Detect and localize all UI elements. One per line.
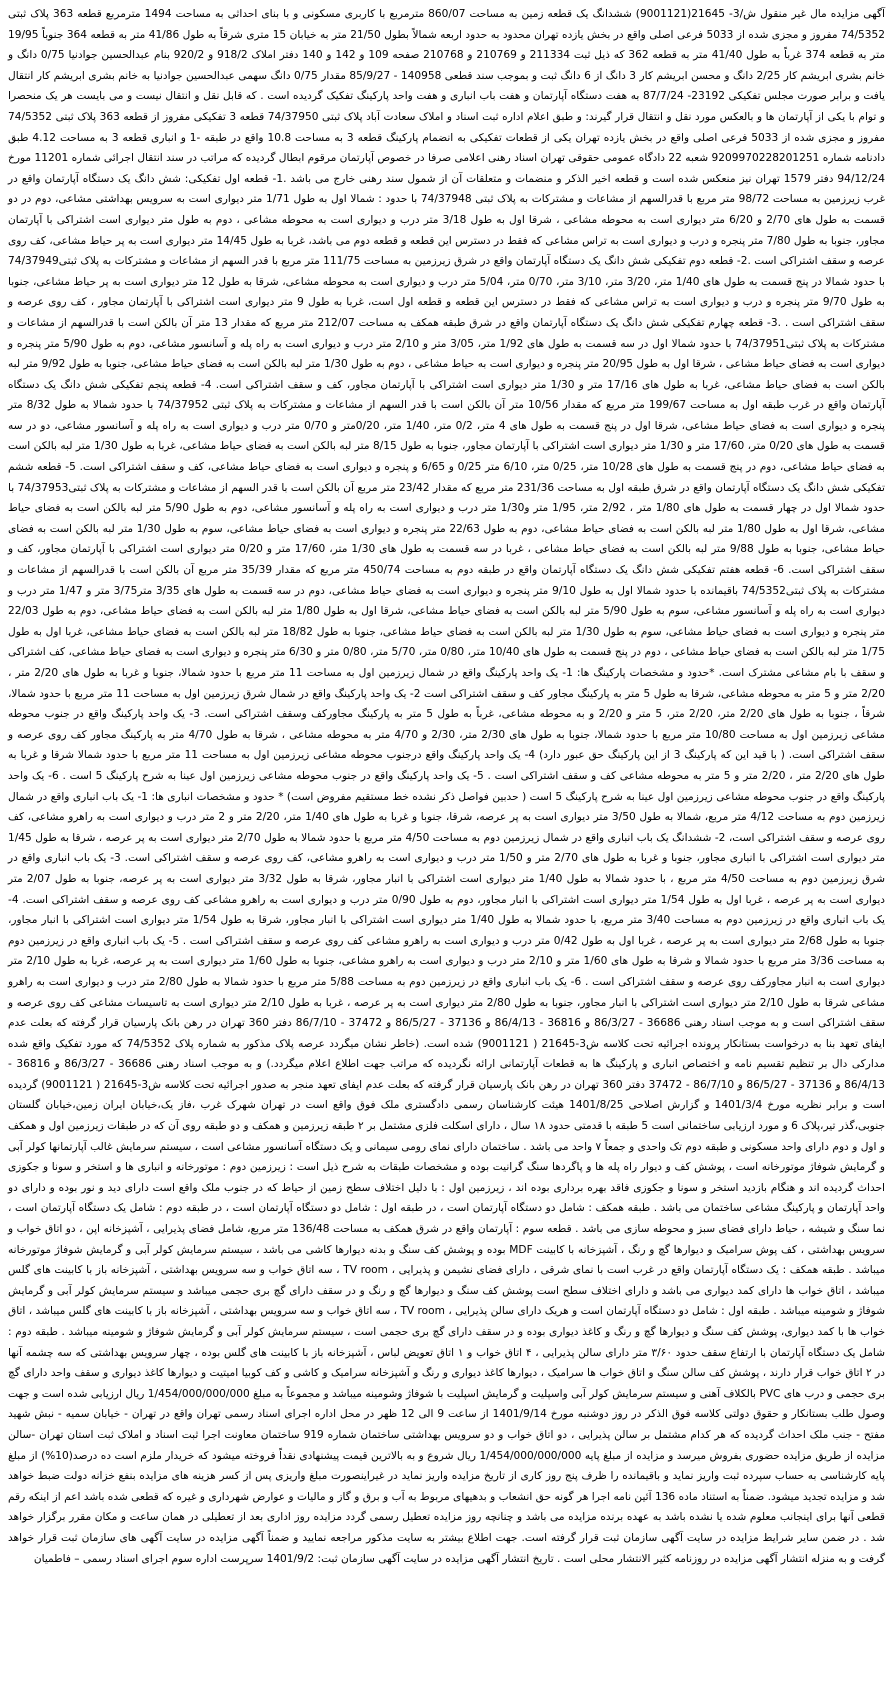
notice-body: آگهی مزایده مال غیر منقول ش/3- 21645(9001121) ششدانگ یک قطعه زمین به مساحت 860/07 مترمربع با کاربری مسکونی و با بنای احداثی به مساحت 1494 مترمربع قطعه 363 پلاک ثبتی 74/5352 مفروز و مجزی شده از 5033 فرعی اصلی واقع در بخش یازده تهران محدود به حدود اربعه شمالاً بطول 21/50 متر به خیابان 15 متری شرقاً به طول 41/86 متر به قطعه 364 جنوباً 19/95 متر به قطعه 374 غرباً به طول 41/40 متر به قطعه 362 که ذیل ثبت 211334 و 210769 و 210768 صفحه 109 و 142 و 140 دفتر املاک 918/2 و 920/2 بنام عبدالحسین جوادنیا 0/75 دانگ و خانم بشری ابریشم کار 2/25 دانگ و محسن ابریشم کار 3 دانگ از 6 دانگ ثبت و بموجب سند قطعی 140958 - 85/9/27 مقدار 0/75 دانگ سهمی عبدالحسین جوادنیا به خانم بشری ابریشم کار انتقال یافت و برابر صورت مجلس تفکیکی 23192- 87/7/24 به هفت دستگاه آپارتمان و هفت باب انباری و هفت واحد پارکینگ تفکیک گردیده است . که قابل نقل و انتقال نیست و می بایست هر یک منحصرا و توام با یکی از آپارتمان ها و بالعکس مورد نقل و انتقال قرار گیرند: و طبق اعلام اداره ثبت اسناد و املاک سعادت آباد پلاک ثبتی 74/37950 قطعه 3 تفکیکی مفروز از قطعه 363 پلاک ثبتی 74/5352 مفروز و مجزی شده از 5033 فرعی اصلی واقع در بخش یازده تهران یکی از قطعات تفکیکی به انضمام پارکینگ قطعه 3 به مساحت 10.8 واقع در طبقه -1 و انباری قطعه 3 به مساحت 4.12 طبق دادنامه شماره 9209970228201251 شعبه 22 دادگاه عمومی حقوقی تهران اسناد رهنی اعلامی صرفا در خصوص آپارتمان مرقوم ابطال گردیده که مراتب در سند انتقال اجرائی شماره 11201 مورخ 94/12/24 دفتر 1579 تهران نیز منعکس شده است و قطعه اخیر الذکر و منضمات و متعلقات آن از شمول سند رهنی خارج می باشد .1- قطعه اول تفکیکی: شش دانگ یک دستگاه آپارتمان واقع در غرب زیرزمین به مساحت 98/72 متر مربع با قدرالسهم از مشاعات و مشترکات به پلاک ثبتی 74/37948 با حدود : شمالا اول به طول 1/71 متر دیواری است به سرویس بهداشتی مشاعی، دوم در دو قسمت به طول های 2/70 و 6/20 متر دیواری است به محوطه مشاعی ، شرقا اول به طول 3/18 متر درب و دیواری است به محوطه مشاعی ، دوم به طول متر دیواری است اشتراکی با آپارتمان مجاور، جنوبا به طول 7/80 متر پنجره و درب و دیواری است به تراس مشاعی که فقط در دسترس این قطعه و قطعه دوم می باشد، غربا به طول 14/45 متر دیواری است به پر حیاط مشاعی، کف روی عرصه و سقف اشتراکی است .2- قطعه دوم تفکیکی شش دانگ یک دستگاه آپارتمان واقع در شرق زیرزمین به مساحت 111/75 متر مربع با قدر السهم از مشاعات و مشترکات به پلاک ثبتی74/37949 با حدود شمالا در پنج قسمت به طول های 1/40 متر، 3/20 متر، 3/10 متر، 0/70 متر، 5/04 متر درب و دیواری است به محوطه مشاعی، شرقا به طول 12 متر دیواری است به پر حیاط مشاعی، جنوبا به طول 9/70 متر پنجره و درب و دیواری است به تراس مشاعی که فقط در دسترس این قطعه و قطعه اول است، غربا به طول 9 متر دیواری است اشتراکی با آپارتمان مجاور ، کف روی عرصه و سقف اشتراکی است . .3- قطعه چهارم تفکیکی شش دانگ یک دستگاه آپارتمان واقع در شرق طبقه همکف به مساحت 212/07 متر مربع که مقدار 13 متر آن بالکن است با قدرالسهم از مشاعات و مشترکات به پلاک ثبتی74/37951 با حدود شمالا اول در سه قسمت به طول های 1/92 متر، 3/05 متر و 2/10 متر درب و دیواری است به راه پله و آسانسور مشاعی، دوم به طول 5/90 متر پنجره و دیواری است به فضای حیاط مشاعی ، شرقا اول به طول 20/95 متر پنجره و دیواری است به حیاط مشاعی ، دوم به طول 1/30 متر لبه بالکن است به فضای حیاط مشاعی، جنوبا به طول 9/92 متر لبه بالکن است به فضای حیاط مشاعی، غربا به طول های 17/16 متر و 1/30 متر دیواری است اشتراکی با آپارتمان مجاور، کف و سقف اشتراکی است. 4- قطعه پنجم تفکیکی شش دانگ یک دستگاه آپارتمان واقع در غرب طبقه اول به مساحت 199/67 متر مربع که مقدار 10/56 متر آن بالکن است با قدر السهم از مشاعات و مشترکات به پلاک ثبتی 74/37952 با حدود شمالا به طول 8/32 متر پنجره و دیواری است به فضای حیاط مشاعی، شرقا اول در پنج قسمت به طول های 4 متر، 0/2 متر، 1/40 متر، 0/20متر و 0/70 متر درب و دیواری است به راه پله و آسانسور مشاعی، دو در سه قسمت به طول های 0/20 متر، 17/60 متر و 1/30 متر دیواری است اشتراکی با آپارتمان مجاور، جنوبا به طول 8/15 متر لبه بالکن است به فضای حیاط مشاعی، غربا به طول 1/30 متر لبه بالکن است به فضای حیاط مشاعی، دوم در پنج قسمت به طول های 10/28 متر، 0/25 متر، 6/10 متر 0/25 و 6/65 و پنجره و دیواری است به فضای حیاط مشاعی، کف و سقف اشتراکی است. 5- قطعه ششم تفکیکی شش دانگ یک دستگاه آپارتمان واقع در شرق طبقه اول به مساحت 231/36 متر مربع که مقدار 23/42 متر مربع آن بالکن است با قدر السهم از مشاعات و مشترکات به پلاک ثبتی74/37953 با حدود شمالا اول در چهار قسمت به طول های 1/80 متر ، 2/92 متر، 1/95 متر و1/30 متر درب و دیواری است به راه پله و آسانسور مشاعی، دوم به طول 5/90 متر لبه بالکن است به فضای حیاط مشاعی، شرقا اول به طول 1/80 متر لبه بالکن است به فضای حیاط مشاعی، دوم به طول 22/63 متر پنجره و دیواری است به فضای حیاط مشاعی، سوم به طول 1/30 متر لبه بالکن است به فضای حیاط مشاعی، جنوبا به طول 9/88 متر لبه بالکن است به فضای حیاط مشاعی ، غربا در سه قسمت به طول های 1/30 متر، 17/60 متر و 0/20 متر دیواری است اشتراکی با آپارتمان مجاور، کف و سقف اشتراکی است. 6- قطعه هفتم تفکیکی شش دانگ یک دستگاه آپارتمان واقع در طبقه دوم به مساحت 450/74 متر مربع که مقدار 35/39 متر مربع آن بالکن است با قدرالسهم از مشاعات و مشترکات به پلاک ثبتی74/5352 باقیمانده با حدود شمالا اول به طول 9/10 متر پنجره و دیواری است به فضای حیاط مشاعی، دوم در سه قسمت به طول های 3/35 متر3/75 متر و 1/47 متر درب و دیواری است به راه پله و آسانسور مشاعی، سوم به طول 5/90 متر لبه بالکن است به فضای حیاط مشاعی، شرقا اول به طول 1/80 متر لبه بالکن است به فضای حیاط مشاعی، دوم به طول 22/03 متر پنجره و دیواری است به فضای حیاط مشاعی، سوم به طول 1/30 متر لبه بالکن است به فضای حیاط مشاعی، جنوبا به طول 18/82 متر لبه بالکن است به فضای حیاط مشاعی، غربا اول به طول 1/75 متر لبه بالکن است به فضای حیاط مشاعی ، دوم در پنج قسمت به طول های 10/40 متر، 0/80 متر، 5/70 متر، 0/80 متر و 6/30 متر پنجره و دیواری است به فضای حیاط مشاعی، کف اشتراکی و سقف با بام مشاعی مشترک است. *حدود و مشخصات پارکینگ ها: 1- یک واحد پارکینگ واقع در شمال زیرزمین اول به مساحت 11 متر مربع با حدود شمالا، جنوبا و غربا به طول های 2/20 متر ، 2/20 متر و 5 متر به محوطه مشاعی، شرقا به طول 5 متر به پارکینگ مجاور کف و سقف اشتراکی است 2- یک واحد پارکینگ واقع در شمال شرق زیرزمین اول به مساحت 11 متر مربع با حدود شمالا، شرقاً ، جنوبا به طول های 2/20 متر، 2/20 متر، 5 متر و 2/20 و به محوطه مشاعی، غرباً به طول 5 متر به پارکینگ مجاورکف وسقف اشتراکی است. 3- یک واحد پارکینگ واقع در جنوب محوطه مشاعی زیرزمین اول به مساحت 10/80 متر مربع با حدود شمالا، جنوبا به طول های 2/30 متر، 2/30 و 4/70 متر به محوطه مشاعی ، شرقا به طول 4/70 متر به پارکینگ مجاور کف روی عرصه و سقف اشتراکی است. ( با قید این که پارکینگ 3 از این پارکینگ حق عبور دارد) 4- یک واحد پارکینگ واقع درجنوب محوطه مشاعی زیرزمین اول به مساحت 11 متر مربع با حدود شمالا شرقا و غربا به طول های 2/20 متر ، 2/20 متر و 5 متر به محوطه مشاعی کف و سقف اشتراکی است . 5- یک واحد پارکینگ واقع در جنوب محوطه مشاعی زیرزمین اول عینا به شرح پارکینگ 5 است . 6- یک واحد پارکینگ واقع در جنوب محوطه مشاعی زیرزمین اول عینا به شرح پارکینگ 5 است ( حدبین فواصل ذکر نشده خط مستقیم مفروض است) * حدود و مشخصات انباری ها: 1- یک باب انباری واقع در شمال زیرزمین دوم به مساحت 4/12 متر مربع، شمالا به طول 3/50 متر دیواری است به پر عرصه، شرقا، جنوبا و غربا به طول های 1/40 متر، 2/20 متر و 2 متر درب و دیواری است به راهرو مشاعی، کف روی عرصه و سقف اشتراکی است، 2- ششدانگ یک باب انباری واقع در شمال زیرزمین دوم به مساحت 4/50 متر مربع با حدود شمالا به طول 2/70 متر دیواری است به پر عرصه ، شرقا به طول 1/45 متر دیواری است اشتراکی با انباری مجاور، جنوبا و غربا به طول های 2/70 متر و 1/50 متر درب و دیواری است به راهرو مشاعی، کف روی عرصه و سقف اشتراکی است. 3- یک باب انباری واقع در شرق زیرزمین دوم به مساحت 4/50 متر مربع ، با حدود شمالا به طول 1/40 متر دیواری است اشتراکی با انبار مجاور، شرقا به طول 3/32 متر دیواری است به پر عرصه، جنوبا به طول 2/07 متر دیواری است به پر عرصه ، غربا اول به طول 1/54 متر دیواری است اشتراکی با انبار مجاور، دوم به طول 0/90 متر درب و دیواری است به راهرو مشاعی کف روی عرصه و سقف اشتراکی است. 4- یک باب انباری واقع در زیرزمین دوم به مساحت 3/40 متر مربع، با حدود شمالا به طول 1/40 متر دیواری است اشتراکی با انبار مجاور، شرقا به طول 1/54 متر دیواری است اشتراکی با انبار مجاور، جنوبا به طول 2/68 متر دیواری است به پر عرصه ، غربا اول به طول 0/42 متر درب و دیواری است به راهرو مشاعی کف روی عرصه و سقف اشتراکی است . 5- یک باب انباری واقع در زیرزمین دوم به مساحت 3/36 متر مربع با حدود شمالا و شرقا به طول های 1/60 متر و 2/10 متر درب و دیواری است به راهرو مشاعی، جنوبا به طول 1/60 متر دیواری است به پر عرصه، غربا به طول 2/10 متر دیواری است به انبار مجاورکف روی عرصه و سقف اشتراکی است . 6- یک باب انباری واقع در زیرزمین دوم به مساحت 5/88 متر مربع با حدود شمالا به طول 2/80 متر درب و دیواری است به راهرو مشاعی شرقا به طول 2/10 متر دیواری است اشتراکی با انبار مجاور، جنوبا به طول 2/80 متر دیواری است به پر عرصه ، غربا به طول 2/10 متر دیواری است به تاسیسات مشاعی کف روی عرصه و سقف اشتراکی است و به موجب اسناد رهنی 36686 - 86/3/27 و 36816 - 86/4/13 و 37136 - 86/5/27 و 37472 - 86/7/10 دفتر 360 تهران در رهن بانک پارسیان قرار گرفته که بعلت عدم ایفای تعهد بنا به درخواست بستانکار پرونده اجرائیه تحت کلاسه ش3-21645 ( 9001121) شده است. (خاطر نشان میگردد عرصه پلاک مذکور به شماره پلاک 74/5352 که مورد تفکیک واقع شده مدارکی دال بر تنظیم تقسیم نامه و اختصاص انباری و پارکینگ ها به قطعات آپارتمانی ارائه نگردیده که مراتب جهت اطلاع اعلام میگردد.) و به موجب اسناد رهنی 36686 - 86/3/27 و 36816 - 86/4/13 و 37136 - 86/5/27 و 86/7/10 - 37472 دفتر 360 تهران در رهن بانک پارسیان قرار گرفته که بعلت عدم ایفای تعهد منجر به صدور اجرائیه تحت کلاسه ش3-21645 ( 9001121) گردیده است و برابر نظریه مورخ 1401/3/4 و گزارش اصلاحی 1401/8/25 هیئت کارشناسان رسمی دادگستری ملک فوق واقع است در تهران شهرک غرب ،فاز یک،خیابان ایران زمین،خیابان گلستان جنوبی،گذر تیر،پلاک 6 و مورد ارزیابی ساختمانی است 5 طبقه با قدمتی حدود ۱۸ سال ، دارای اسکلت فلزی مشتمل بر ۲ طبقه زیرزمین و همکف و دو طبقه روی آن که در طبقات زیرزمین اول و همکف و اول و دوم دارای واحد مسکونی و طبقه دوم تک واحدی و جمعاً ۷ واحد می باشد . ساختمان دارای نمای رومی سیمانی و یک دستگاه آسانسور مشاعی است ، سیستم سرمایش غالب آپارتمانها کولر آبی و گرمایش شوفاژ موتورخانه است ، پوشش کف و دیوار راه پله ها و پاگردها سنگ گرانیت بوده و مشخصات طبقات به شرح ذیل است : زیرزمین دوم : موتورخانه و انباری ها و استخر و سونا و جکوزی احداث گردیده اند و هنگام بازدید استخر و سونا و جکوزی فاقد بهره برداری بوده اند ، زیرزمین اول : با دلیل اختلاف سطح زمین از حیاط که در جنوب ملک واقع است دارای دید و نور بوده و دارای دو واحد آپارتمان و پارکینگ مشاعی ساختمان می باشد . طبقه همکف : شامل دو دستگاه آپارتمان است ، در طبقه اول : شامل دو دستگاه آپارتمان است ، در طبقه دوم : شامل یک دستگاه آپارتمان است ، نما سنگ و شیشه ، حیاط دارای فضای سبز و محوطه سازی می باشد . قطعه سوم : آپارتمان واقع در شرق همکف به مساحت 136/48 متر مربع، شامل فضای پذیرایی ، آشپزخانه اپن ، دو اتاق خواب و سرویس بهداشتی ، کف پوش سرامیک و دیوارها گچ و رنگ ، آشپزخانه با کابینت MDF بوده و پوشش کف سنگ و بدنه دیوارها کاشی می باشد ، سیستم سرمایش کولر آبی و گرمایش شوفاژ موتورخانه میباشد . طبقه همکف : یک دستگاه آپارتمان واقع در غرب است با نمای شرقی ، دارای فضای نشیمن و پذیرایی ، TV room ، سه اتاق خواب و سه سرویس بهداشتی ، آشپزخانه باز با کابینت های گلس میباشد ، اتاق خواب ها دارای کمد دیواری می باشد و دارای اختلاف سطح است پوشش کف سنگ و دیوارها گچ و رنگ و در سقف دارای گچ بری حجمی میباشد و سیستم سرمایش کولر آبی و گرمایش شوفاژ و شومینه میباشد . طبقه اول : شامل دو دستگاه آپارتمان است و هریک دارای سالن پذیرایی ، TV room ، سه اتاق خواب و سه سرویس بهداشتی ، آشپزخانه باز با کابینت های گلس میباشد ، اتاق خواب ها با کمد دیواری، پوشش کف سنگ و دیوارها گچ و رنگ و کاغذ دیواری بوده و در سقف دارای گچ بری حجمی است ، سیستم سرمایش کولر آبی و گرمایش شوفاژ و شومینه میباشد . طبقه دوم : شامل یک دستگاه آپارتمان با ارتفاع سقف حدود ۳/۶۰ متر دارای سالن پذیرایی ، ۴ اتاق خواب و ۱ اتاق تعویض لباس ، آشپزخانه باز با کابینت های گلس بوده ، چهار سرویس بهداشتی که سه چشمه آنها در ۲ اتاق خواب قرار دارند ، پوشش کف سالن سنگ و اتاق خواب ها سرامیک ، دیوارها کاغذ دیواری و رنگ و آشپزخانه سرامیک و کاشی و کف کوبیا امیتیت و دیوارها کاغذ دیواری و سقف واحد دارای گچ بری حجمی و درب های PVC بالکلاف آهنی و سیستم سرمایش کولر آبی واسپلیت و گرمایش اسپلیت با شوفاژ وشومینه میباشد و مجموعاً به مبلغ 1/454/000/000/000 ریال ارزیابی شده است و جهت وصول طلب بستانکار و حقوق دولتی کلاسه فوق الذکر در روز دوشنبه مورخ 1401/9/14 از ساعت 9 الی 12 ظهر در محل اداره اجرای اسناد رسمی تهران واقع در تهران - خیابان سمیه - نبش شهید مفتح - جنب ملک احداث گردیده که هر کدام مشتمل بر سالن پذیرایی ، دو اتاق خواب و دو سرویس بهداشتی ساختمان شماره 919 ساختمان معاونت اجرا ثبت اسناد و املاک ثبت استان تهران -سالن مزایده از طریق مزایده حضوری بفروش میرسد و مزایده از مبلغ پایه 1/454/000/000/000 ریال شروع و به بالاترین قیمت پیشنهادی نقداً فروخته میشود که خریدار ملزم است ده درصد(10%) از مبلغ پایه کارشناسی به حساب سپرده ثبت واریز نماید و باقیمانده را ظرف پنج روز کاری از تاریخ مزایده واریز نماید در غیراینصورت مبلغ واریزی پس از کسر هزینه های مزایده بنفع خزانه دولت ضبط خواهد شد و مزایده تجدید میشود. ضمناً به استناد ماده 136 آئین نامه اجرا هر گونه حق انشعاب و بدهیهای مربوط به آب و برق و گاز و مالیات و عوارض شهرداری و غیره که قطعی شده باشد اعم از اینکه رقم قطعی آنها برای اینجانب معلوم شده یا نشده باشد به عهده برنده مزایده می باشد و چنانچه روز مزایده تعطیل رسمی گردد مزایده روز اداری بعد از تعطیلی در همان ساعت و مکان مقرر برگزار خواهد شد . در ضمن سایر شرایط مزایده در سایت آگهی سازمان ثبت قرار گرفته است. جهت اطلاع بیشتر به سایت مذکور مراجعه نمایید و ضمناً آگهی مزایده در سایت آگهی های سازمان ثبت قرار خواهد گرفت و به منزله انتشار آگهی مزایده در روزنامه کثیر الانتشار محلی است . تاریخ انتشار آگهی مزایده در سایت آگهی سازمان ثبت: 1401/9/2 سرپرست اداره سوم اجرای اسناد رسمی – فاطمیان bbox=[8, 8, 886, 1565]
